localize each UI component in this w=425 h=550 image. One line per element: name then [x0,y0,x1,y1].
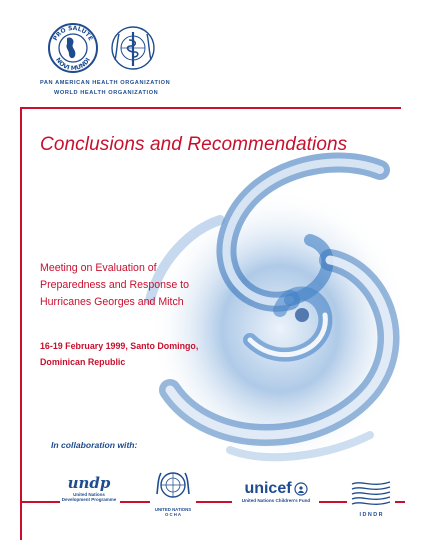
bottom-rule-3 [196,501,232,503]
bottom-rule-5 [395,501,405,503]
meeting-line-2: Preparedness and Response to [40,279,190,291]
bottom-rule-1 [20,501,60,503]
hurricane-satellite-image [130,150,425,470]
date-line-1: 16-19 February 1999, Santo Domingo, [40,341,199,351]
undp-name-line-2: Development Programme [61,497,117,502]
collaboration-label: In collaboration with: [51,440,138,450]
ocha-logo [150,470,196,517]
ocha-name-line-1: UNITED NATIONS [154,507,192,512]
unicef-emblem-icon [294,482,308,496]
idndr-logo [348,478,394,518]
undp-logo [58,474,120,502]
idndr-wave-icon [348,478,394,508]
date-line-2: Dominican Republic [40,357,126,367]
org-name-who: WORLD HEALTH ORGANIZATION [54,90,159,96]
bottom-rule-2 [120,501,150,503]
org-name-paho: PAN AMERICAN HEALTH ORGANIZATION [40,80,171,86]
svg-text:NOVI MUNDI: NOVI MUNDI [54,56,92,73]
paho-seal-icon [49,24,97,72]
ocha-name-line-2: O C H A [164,512,182,517]
meeting-line-1: Meeting on Evaluation of [40,262,157,274]
un-emblem-icon [150,470,196,502]
undp-name-line-1: United Nations [73,492,105,497]
unicef-name: United Nations Children's Fund [241,498,311,503]
unicef-logo [232,480,320,503]
idndr-name: I D N D R [359,512,383,518]
top-logos [47,22,167,74]
page-title: Conclusions and Recommendations [40,134,348,155]
red-vertical-rule [20,107,22,540]
undp-wordmark: undp [67,474,111,492]
bottom-rule-4 [319,501,347,503]
svg-text:PRO SALUTE: PRO SALUTE [51,24,95,42]
meeting-line-3: Hurricanes Georges and Mitch [40,296,184,308]
unicef-wordmark: unicef [244,480,292,497]
red-horizontal-rule [20,107,401,109]
who-emblem-icon [112,27,154,69]
